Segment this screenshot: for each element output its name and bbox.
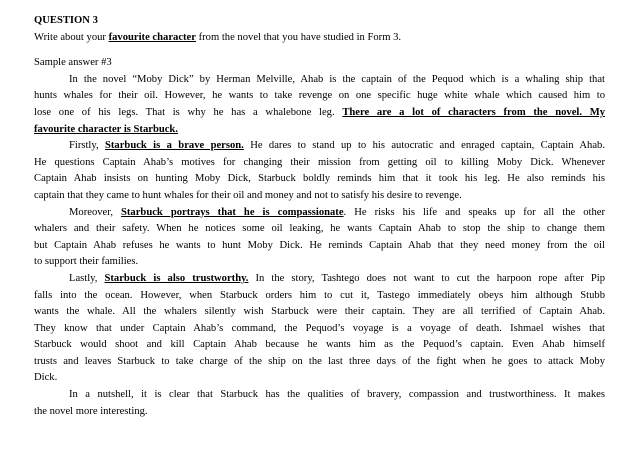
paragraph-line: [34, 105, 605, 122]
prompt-text-start: Write about your: [34, 31, 109, 43]
prompt-emphasis: favourite character: [108, 31, 196, 43]
paragraph-line: but Captain Ahab refuses he wants to hunt Moby Dick. He reminds Captain Ahab that they need money from the oil: [34, 239, 605, 251]
paragraph-line: hunts whales for their oil. However, he wants to take revenge on one specific huge white whale which caused him to: [34, 90, 605, 102]
paragraph-line: [34, 138, 605, 155]
paragraph-text: Firstly,: [69, 140, 106, 152]
sample-answer-label: Sample answer #3: [34, 57, 112, 69]
paragraph-line: In the novel “Moby Dick” by Herman Melville, Ahab is the captain of the Pequod which is a whaling ship that: [69, 73, 605, 85]
paragraph-line: to support their families.: [34, 256, 139, 268]
conclusion-paragraph: [34, 387, 605, 420]
paragraph-line: the novel more interesting.: [34, 405, 148, 417]
question-prompt: [34, 30, 605, 47]
paragraph-text: lose one of his legs. That is why he has a whalebone leg.: [34, 106, 343, 118]
paragraph-line: Dick.: [34, 372, 58, 384]
paragraph-line: whalers and their safety. When he notices some oil leaking, he wants Captain Ahab to stop the ship to change them: [34, 223, 605, 235]
topic-sentence: Starbuck is also trustworthy.: [104, 272, 249, 284]
paragraph-text: Lastly,: [69, 272, 105, 284]
paragraph-line: [34, 271, 605, 288]
paragraph-line: Captain Ahab insists on hunting Moby Dick, Starbuck boldly reminds him that it took his leg. He also reminds his: [34, 173, 605, 185]
question-heading: QUESTION 3: [34, 15, 98, 26]
paragraph-line: wants the whale. All the whalers silently wish Starbuck were their captain. They are all terrified of Captain Ahab.: [34, 306, 605, 318]
paragraph-line: trusts and leaves Starbuck to take charge of the ship on the last three days of the fight when he goes to attack Moby: [34, 355, 605, 367]
thesis-statement: There are a lot of characters from the novel. My: [342, 106, 605, 118]
topic-sentence: Starbuck portrays that he is compassionate: [121, 206, 344, 218]
paragraph-line: They know that under Captain Ahab’s command, the Pequod’s voyage is a voyage of death. Ishmael wishes that: [34, 322, 605, 334]
body-paragraph-compassionate: [34, 205, 605, 271]
prompt-text-end: from the novel that you have studied in Form 3.: [195, 31, 402, 43]
paragraph-text: He dares to stand up to his autocratic and enraged captain, Captain Ahab.: [243, 140, 605, 152]
body-paragraph-brave: [34, 138, 605, 204]
thesis-statement: favourite character is Starbuck.: [34, 123, 178, 135]
paragraph-text: . He risks his life and speaks up for all the other: [343, 206, 605, 218]
topic-sentence: Starbuck is a brave person.: [105, 140, 244, 152]
body-paragraph-trustworthy: [34, 271, 605, 387]
paragraph-line: [34, 205, 605, 222]
paragraph-line: In a nutshell, it is clear that Starbuck has the qualities of bravery, compassion and trustworthiness. It makes: [69, 389, 605, 401]
paragraph-line: falls into the ocean. However, when Starbuck orders him to cut it, Tastego immediately obeys him although Stubb: [34, 289, 605, 301]
paragraph-line: Starbuck would shoot and kill Captain Ahab because he wants him as the Pequod’s captain. Even Ahab himself: [34, 339, 605, 351]
paragraph-text: Moreover,: [69, 206, 122, 218]
intro-paragraph: [34, 72, 605, 138]
spacer: [34, 46, 605, 55]
paragraph-line: He questions Captain Ahab’s motives for changing their mission from getting oil to killing Moby Dick. Whenever: [34, 156, 605, 168]
paragraph-line: [34, 122, 605, 139]
document-page: [34, 13, 605, 420]
paragraph-line: captain that they came to hunt whales for their oil and money and not to satisfy his desire to revenge.: [34, 189, 462, 201]
paragraph-text: In the story, Tashtego does not want to cut the harpoon rope after Pip: [248, 272, 605, 284]
